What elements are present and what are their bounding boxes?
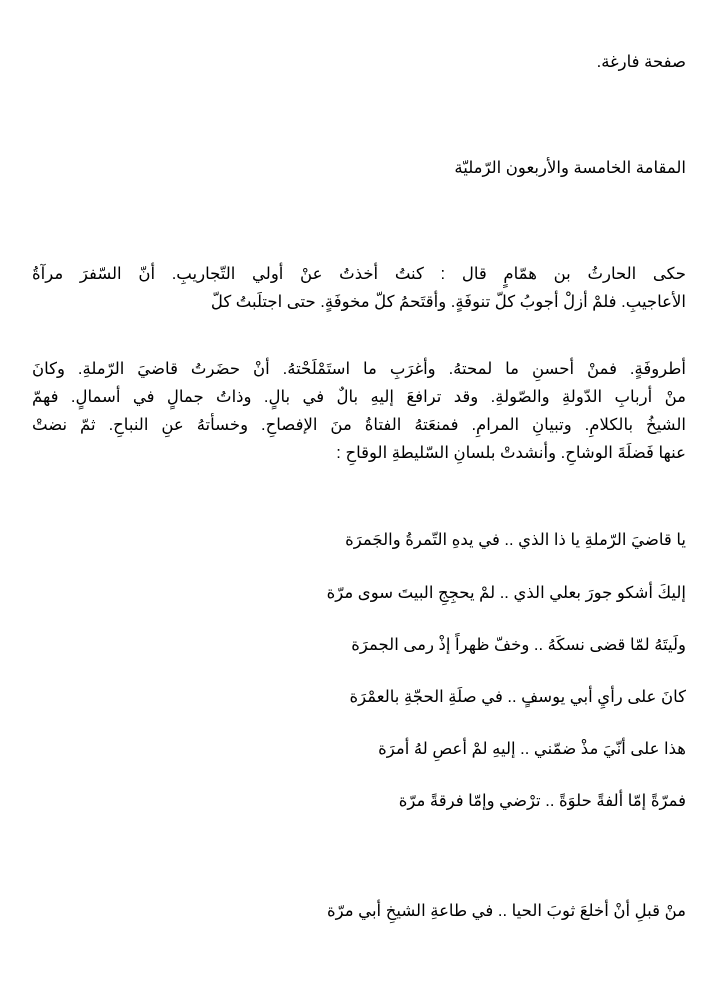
paragraph-line: منْ أربابِ الدّولةِ والصّولةِ. وقد ترافعَ إليهِ بالٌ في بالٍ. وذاتُ جمالٍ في أسمالٍ. فهمّ	[32, 388, 686, 406]
poem-line: فمرّةً إمّا ألفةً حلوَةً .. ترْضي وإمّا فرقةً مرّة	[398, 792, 686, 810]
paragraph-line: الشيخُ بالكلامِ. وتبيانِ المرامِ. فمنعَتهُ الفتاةُ منَ الإفصاحِ. وخسأتهُ عنِ النباحِ. ثمّ نضتْ	[32, 416, 686, 434]
intro-paragraph	[32, 260, 686, 316]
page-title: المقامة الخامسة والأربعون الرّمليّة	[454, 159, 686, 177]
story-paragraph	[32, 355, 686, 467]
poem-line: هذا على أنّيَ مذْ ضمّني .. إليهِ لمْ أعصِ لهُ أمرَة	[378, 740, 686, 758]
poem-line: ولَيتَهُ لمّا قضى نسكَهُ .. وخفّ ظهراً إذْ رمى الجمرَة	[351, 636, 686, 654]
paragraph-line: الأعاجيبِ. فلمْ أزلْ أجوبُ كلّ تنوفَةٍ. وأقتَحمُ كلّ مخوفَةٍ. حتى اجتلَبتُ كلّ	[210, 293, 686, 311]
paragraph-line: حكى الحارثُ بن همّامٍ قال : كنتُ أخذتُ عنْ أولي التّجاريبِ. أنّ السّفرَ مرآةُ	[32, 265, 686, 283]
poem-line: كانَ على رأيِ أبي يوسفٍ .. في صلَةِ الحجّةِ بالعمْرَة	[349, 688, 686, 706]
paragraph-line: عنها فَضلَةَ الوشاحِ. وأنشدتْ بلسانِ السّليطةِ الوقاحِ :	[336, 444, 686, 462]
closing-line: منْ قبلِ أنْ أخلعَ ثوبَ الحيا .. في طاعةِ الشيخِ أبي مرّة	[327, 902, 686, 920]
poem-line: إليكَ أشكو جورَ بعلي الذي .. لمْ يحجِجِ البيتَ سوى مرّة	[326, 584, 686, 602]
poem-line: يا قاضيَ الرّملةِ يا ذا الذي .. في يدهِ التّمرةُ والجَمرَة	[345, 531, 686, 549]
header-note: صفحة فارغة.	[596, 53, 686, 71]
paragraph-line: أطروفَةٍ. فمنْ أحسنِ ما لمحتهُ. وأغرَبِ ما استَمْلَحْتهُ. أنْ حضَرتُ قاضيَ الرّملةِ. وكانَ	[32, 360, 686, 378]
